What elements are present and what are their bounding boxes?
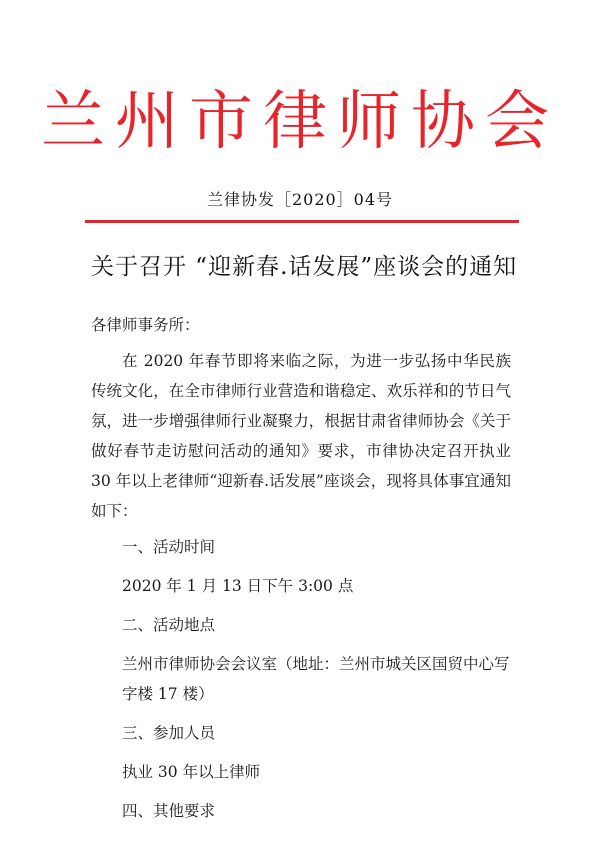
- document-number: 兰律协发［2020］04号: [206, 190, 394, 209]
- red-divider-line: [85, 220, 519, 223]
- organization-header: 兰州市律师协会: [41, 85, 559, 159]
- section-content-location: 兰州市律师协会会议室（地址：兰州市城关区国贸中心写字楼 17 楼）: [122, 655, 510, 703]
- section-content-participants: 执业 30 年以上律师: [122, 763, 261, 781]
- intro-paragraph: 在 2020 年春节即将来临之际，为进一步弘扬中华民族传统文化，在全市律师行业营造和谐稳定、欢乐祥和的节日气氛，进一步增强律师行业凝聚力，根据甘肃省律师协会《关于做好春节走访慰问活动的通知》要求，市律协决定召开执业 30 年以上老律师“迎新春.话发展”座谈会，现将具体事宜通知如下：: [91, 352, 511, 520]
- section-heading-location: 二、活动地点: [122, 616, 216, 634]
- section-content-time: 2020 年 1 月 13 日下午 3:00 点: [122, 577, 354, 595]
- section-heading-other-requirements: 四、其他要求: [122, 802, 216, 820]
- salutation: 各律师事务所：: [91, 316, 200, 334]
- document-title: 关于召开 “迎新春.话发展”座谈会的通知: [91, 254, 518, 280]
- document-body: [91, 310, 511, 826]
- section-heading-participants: 三、参加人员: [122, 724, 216, 742]
- section-heading-time: 一、活动时间: [122, 538, 216, 556]
